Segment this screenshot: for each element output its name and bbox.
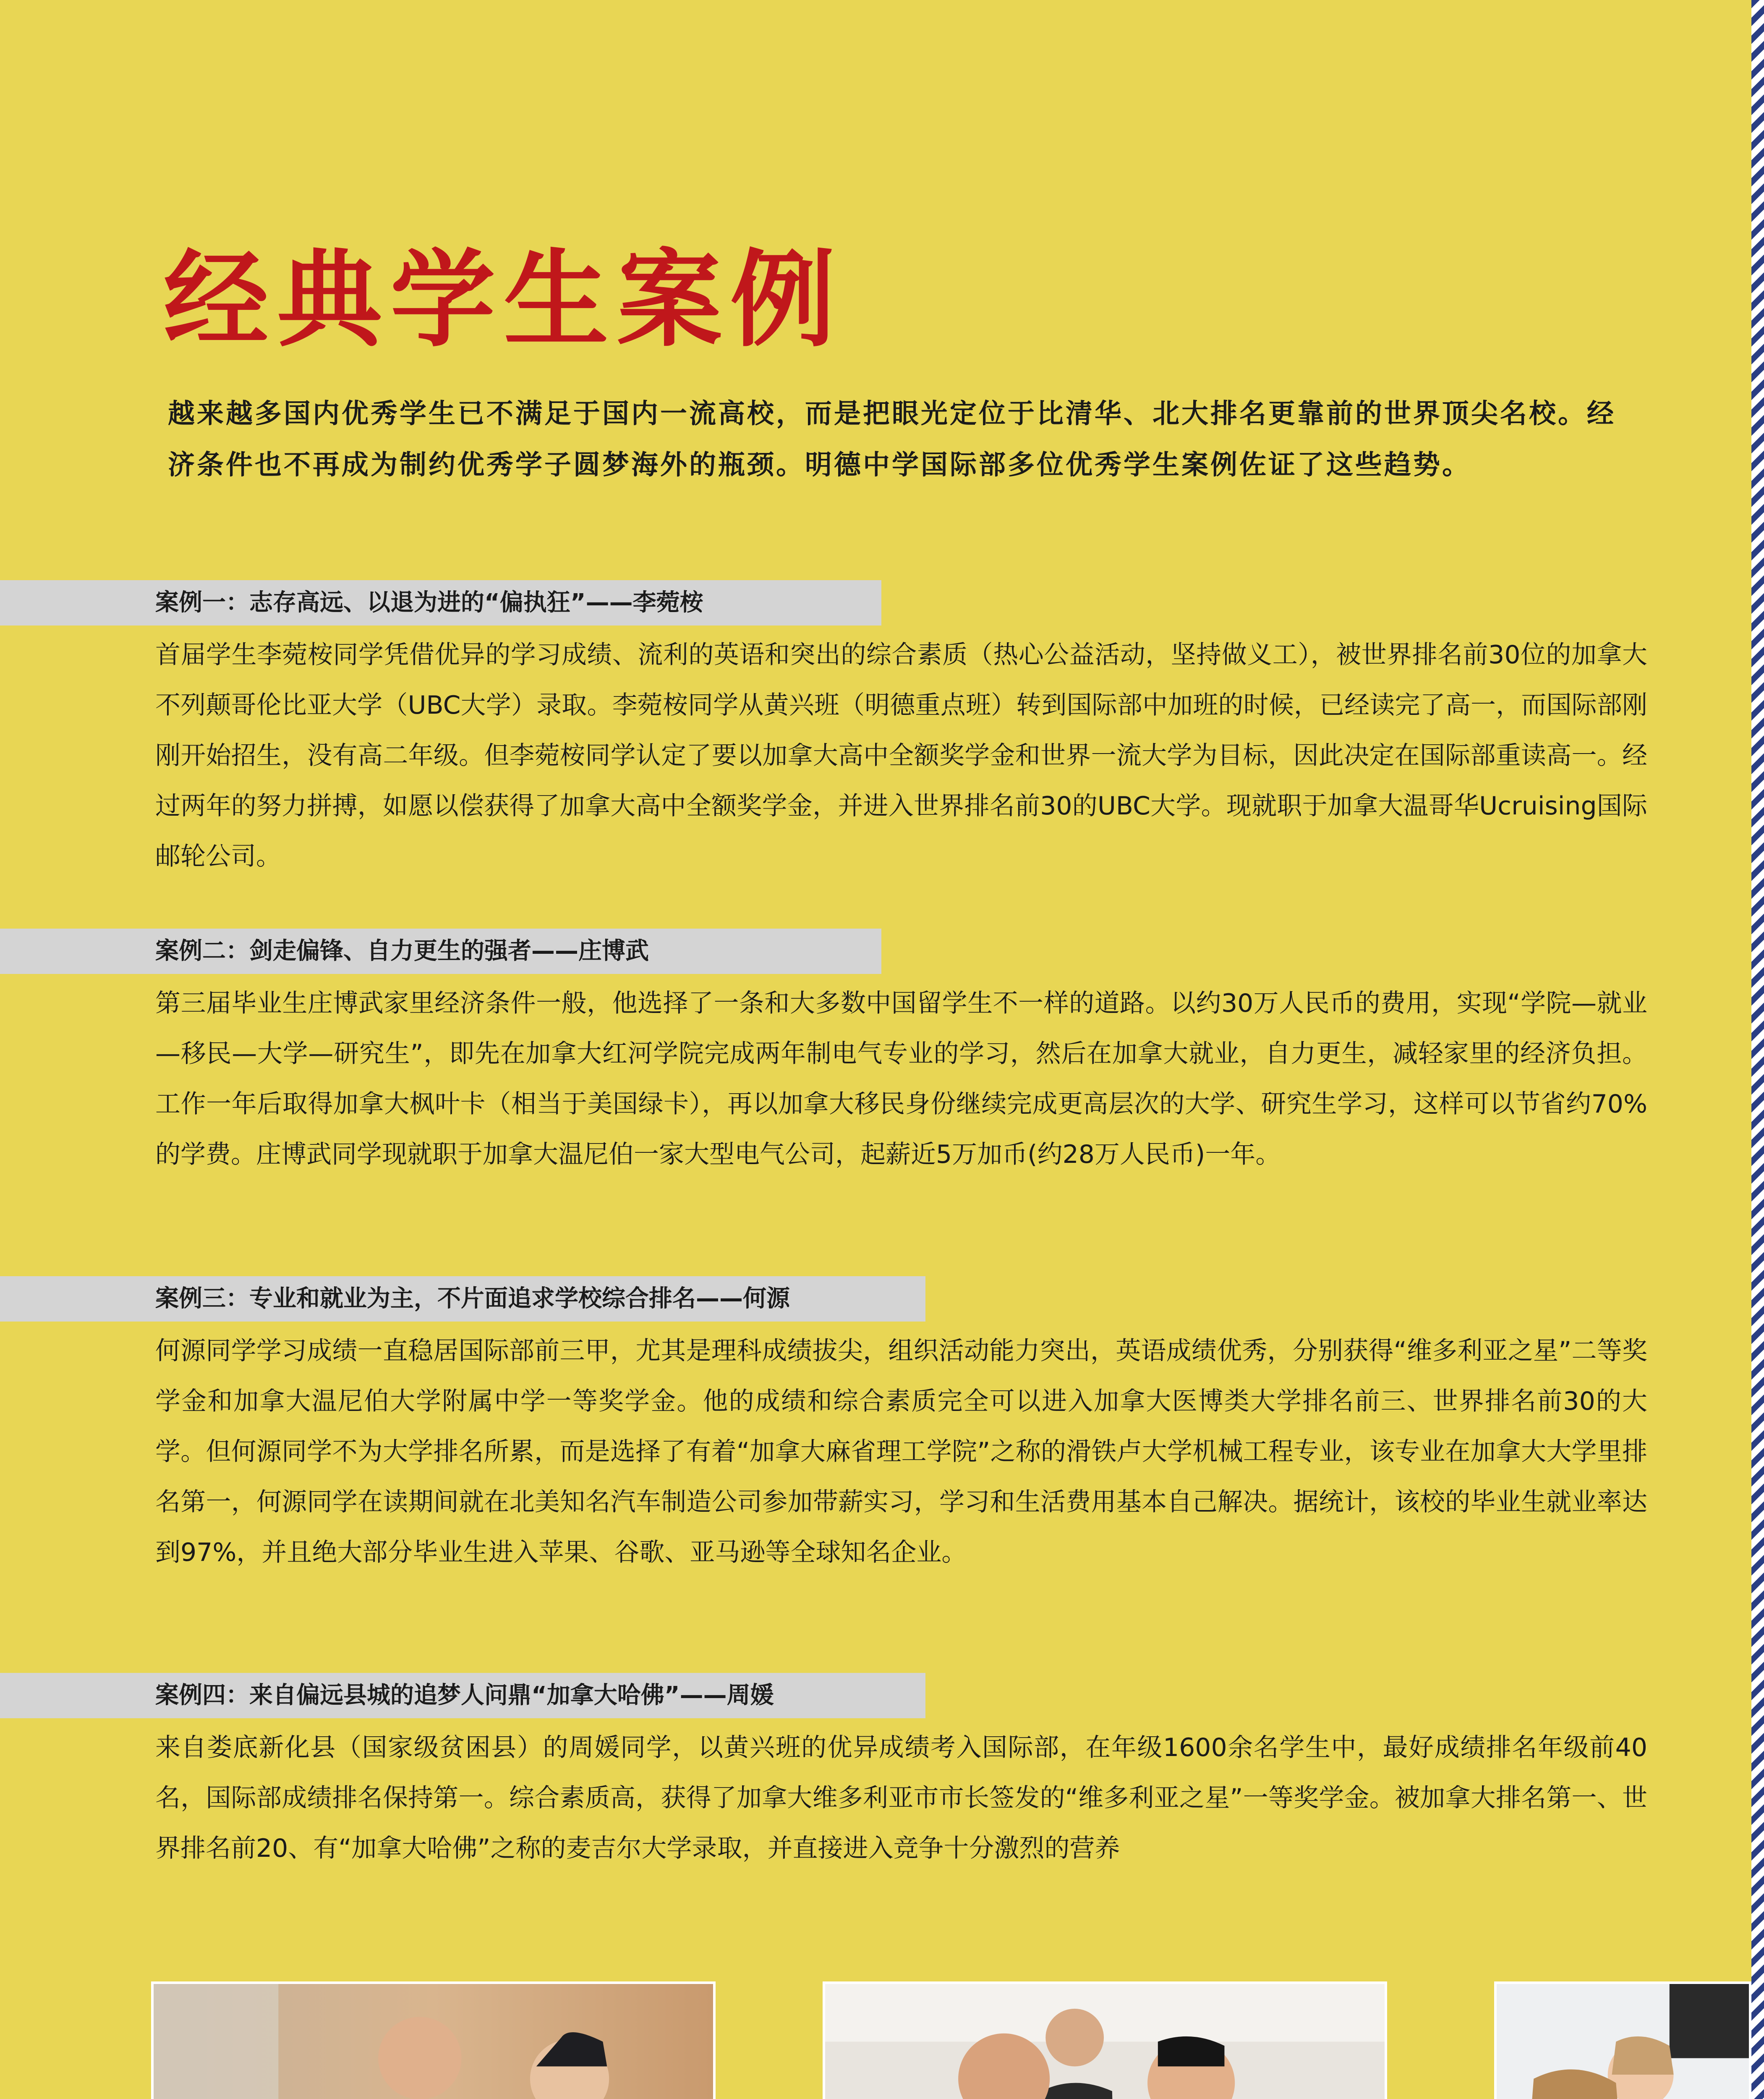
edge-stripe-decoration xyxy=(1751,0,1764,2099)
page-title: 经典学生案例 xyxy=(164,239,844,361)
intro-paragraph: 越来越多国内优秀学生已不满足于国内一流高校，而是把眼光定位于比清华、北大排名更靠前的世界顶尖名校。经济条件也不再成为制约优秀学子圆梦海外的瓶颈。明德中学国际部多位优秀学生案例佐证了这些趋势。 xyxy=(168,398,1616,481)
case-2-heading: 案例二：剑走偏锋、自力更生的强者——庄博武 xyxy=(0,929,881,974)
case-3-heading: 案例三：专业和就业为主，不片面追求学校综合排名——何源 xyxy=(0,1276,925,1322)
case-2-body: 第三届毕业生庄博武家里经济条件一般，他选择了一条和大多数中国留学生不一样的道路。以约30万人民币的费用，实现“学院—就业—移民—大学—研究生”，即先在加拿大红河学院完成两年制电气专业的学习，然后在加拿大就业，自力更生，减轻家里的经济负担。工作一年后取得加拿大枫叶卡（相当于美国绿卡），再以加拿大移民身份继续完成更高层次的大学、研究生学习，这样可以节省约70%的学费。庄博武同学现就职于加拿大温尼伯一家大型电气公司，起薪近5万加币(约28万人民币)一年。 xyxy=(155,989,1647,1169)
case-4-body: 来自娄底新化县（国家级贫困县）的周媛同学，以黄兴班的优异成绩考入国际部，在年级1600余名学生中，最好成绩排名年级前40名，国际部成绩排名保持第一。综合素质高，获得了加拿大维多利亚市市长签发的“维多利亚之星”一等奖学金。被加拿大排名第一、世界排名前20、有“加拿大哈佛”之称的麦吉尔大学录取，并直接进入竞争十分激烈的营养 xyxy=(155,1733,1647,1863)
photo-he-yuan-radio xyxy=(1494,1981,1751,2099)
photo-teacher-and-student xyxy=(151,1981,716,2099)
photo-zhuang-bowu-group xyxy=(823,1981,1387,2099)
case-1-body: 首届学生李菀桉同学凭借优异的学习成绩、流利的英语和突出的综合素质（热心公益活动，坚持做义工），被世界排名前30位的加拿大不列颠哥伦比亚大学（UBC大学）录取。李菀桉同学从黄兴班（明德重点班）转到国际部中加班的时候，已经读完了高一，而国际部刚刚开始招生，没有高二年级。但李菀桉同学认定了要以加拿大高中全额奖学金和世界一流大学为目标，因此决定在国际部重读高一。经过两年的努力拼搏，如愿以偿获得了加拿大高中全额奖学金，并进入世界排名前30的UBC大学。现就职于加拿大温哥华Ucruising国际邮轮公司。 xyxy=(155,640,1647,871)
case-4-heading: 案例四：来自偏远县城的追梦人问鼎“加拿大哈佛”——周媛 xyxy=(0,1673,925,1718)
case-1-heading: 案例一：志存高远、以退为进的“偏执狂”——李菀桉 xyxy=(0,580,881,626)
case-3-body: 何源同学学习成绩一直稳居国际部前三甲，尤其是理科成绩拔尖，组织活动能力突出，英语成绩优秀，分别获得“维多利亚之星”二等奖学金和加拿大温尼伯大学附属中学一等奖学金。他的成绩和综合素质完全可以进入加拿大医博类大学排名前三、世界排名前30的大学。但何源同学不为大学排名所累，而是选择了有着“加拿大麻省理工学院”之称的滑铁卢大学机械工程专业，该专业在加拿大大学里排名第一，何源同学在读期间就在北美知名汽车制造公司参加带薪实习，学习和生活费用基本自己解决。据统计，该校的毕业生就业率达到97%，并且绝大部分毕业生进入苹果、谷歌、亚马逊等全球知名企业。 xyxy=(155,1336,1647,1567)
